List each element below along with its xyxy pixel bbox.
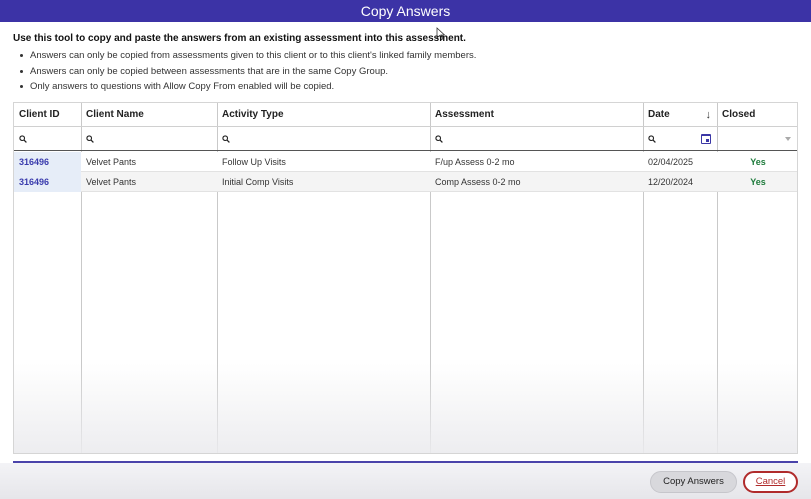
filter-input-client-name[interactable] bbox=[81, 127, 217, 151]
table-row[interactable] bbox=[14, 172, 797, 192]
column-header-closed[interactable] bbox=[717, 103, 798, 127]
filter-closed[interactable] bbox=[717, 127, 798, 151]
client-name-cell: Velvet Pants bbox=[86, 157, 137, 167]
table-row[interactable] bbox=[14, 152, 797, 172]
sort-down-icon[interactable]: ↓ bbox=[705, 109, 711, 121]
filter-input-client-id[interactable] bbox=[14, 127, 81, 151]
instruction-item: Answers can only be copied between assessments that are in the same Copy Group. bbox=[13, 64, 798, 80]
filter-date bbox=[643, 127, 717, 151]
column-header-label: Client ID bbox=[19, 109, 60, 120]
column-header-label: Closed bbox=[722, 109, 756, 120]
client-id-link[interactable]: 316496 bbox=[14, 152, 81, 172]
filter-client-id bbox=[14, 127, 81, 151]
calendar-icon[interactable] bbox=[701, 134, 711, 144]
copy-answers-button[interactable]: Copy Answers bbox=[650, 471, 737, 493]
column-header-label: Assessment bbox=[435, 109, 494, 120]
filter-client-name bbox=[81, 127, 217, 151]
activity-type-cell: Follow Up Visits bbox=[222, 157, 286, 167]
column-header-client-id[interactable] bbox=[14, 103, 81, 127]
column-header-client-name[interactable] bbox=[81, 103, 217, 127]
client-id-link[interactable]: 316496 bbox=[14, 172, 81, 192]
assessment-cell: F/up Assess 0-2 mo bbox=[435, 157, 515, 167]
filter-input-assessment[interactable] bbox=[430, 127, 643, 151]
column-header-date[interactable] bbox=[643, 103, 717, 127]
instructions-heading: Use this tool to copy and paste the answers from an existing assessment into this assessment. bbox=[13, 33, 466, 44]
date-cell: 12/20/2024 bbox=[648, 177, 694, 187]
instruction-item: Answers can only be copied from assessments given to this client or to this client's linked family members. bbox=[13, 48, 798, 64]
filter-activity-type bbox=[217, 127, 430, 151]
filter-row bbox=[14, 127, 797, 151]
date-cell: 02/04/2025 bbox=[648, 157, 694, 167]
column-header-label: Date bbox=[648, 109, 670, 120]
dropdown-arrow-icon[interactable] bbox=[785, 137, 791, 141]
client-name-cell: Velvet Pants bbox=[86, 177, 137, 187]
column-header-assessment[interactable] bbox=[430, 103, 643, 127]
column-header-label: Client Name bbox=[86, 109, 144, 120]
assessment-cell: Comp Assess 0-2 mo bbox=[435, 177, 521, 187]
assessments-grid bbox=[13, 102, 798, 454]
closed-cell: Yes bbox=[750, 157, 766, 167]
grid-header bbox=[14, 103, 797, 127]
instructions bbox=[13, 33, 798, 95]
cancel-button[interactable]: Cancel bbox=[743, 471, 798, 493]
filter-input-activity-type[interactable] bbox=[217, 127, 430, 151]
column-header-label: Activity Type bbox=[222, 109, 284, 120]
filter-assessment bbox=[430, 127, 643, 151]
column-header-activity-type[interactable] bbox=[217, 103, 430, 127]
dialog-title: Copy Answers bbox=[0, 0, 811, 22]
activity-type-cell: Initial Comp Visits bbox=[222, 177, 294, 187]
closed-cell: Yes bbox=[750, 177, 766, 187]
instructions-list bbox=[13, 48, 798, 95]
instruction-item: Only answers to questions with Allow Copy From enabled will be copied. bbox=[13, 79, 798, 95]
